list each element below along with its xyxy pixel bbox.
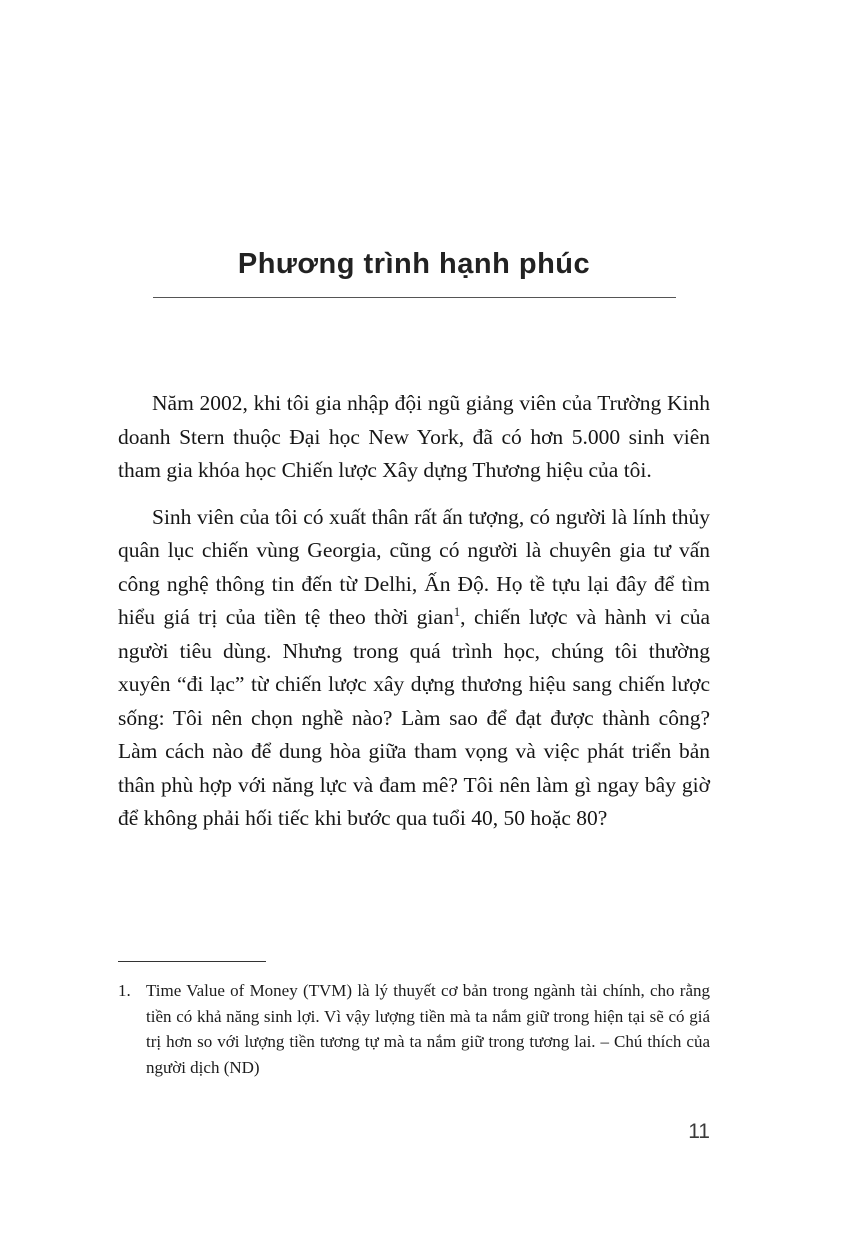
page-number: 11 (688, 1120, 710, 1143)
chapter-title: Phương trình hạnh phúc (237, 248, 591, 280)
paragraph-2-text-before-footnote: Sinh viên của tôi có xuất thân rất ấn tượng, có người là lính thủy quân lục chiến vùng Georgia, cũng có người là chuyên gia tư vấn công nghệ thông tin đến từ Delhi, Ấn Độ. Họ tề tựu lại đây để tìm hiểu giá trị của tiền tệ theo thời gian (118, 504, 710, 629)
footnote-marker: 1. (118, 981, 131, 1000)
title-underline (153, 297, 676, 298)
paragraph-2 (118, 501, 710, 836)
footnote-text: Time Value of Money (TVM) là lý thuyết cơ bản trong ngành tài chính, cho rằng tiền có khả năng sinh lợi. Vì vậy lượng tiền mà ta nắm giữ trong hiện tại sẽ có giá trị hơn so với lượng tiền tương tự mà ta nắm giữ trong tương lai. – Chú thích của người dịch (ND) (146, 981, 710, 1077)
footnote-reference: 1 (453, 604, 461, 619)
footnote-divider (118, 961, 266, 962)
body-text (118, 387, 710, 849)
paragraph-2-text-after-footnote: , chiến lược và hành vi của người tiêu dùng. Nhưng trong quá trình học, chúng tôi thường xuyên “đi lạc” từ chiến lược xây dựng thương hiệu sang chiến lược sống: Tôi nên chọn nghề nào? Làm sao để đạt được thành công? Làm cách nào để dung hòa giữa tham vọng và việc phát triển bản thân phù hợp với năng lực và đam mê? Tôi nên làm gì ngay bây giờ để không phải hối tiếc khi bước qua tuổi 40, 50 hoặc 80? (118, 605, 710, 830)
paragraph-1: Năm 2002, khi tôi gia nhập đội ngũ giảng viên của Trường Kinh doanh Stern thuộc Đại học New York, đã có hơn 5.000 sinh viên tham gia khóa học Chiến lược Xây dựng Thương hiệu của tôi. (118, 391, 710, 482)
footnote (118, 978, 710, 1080)
